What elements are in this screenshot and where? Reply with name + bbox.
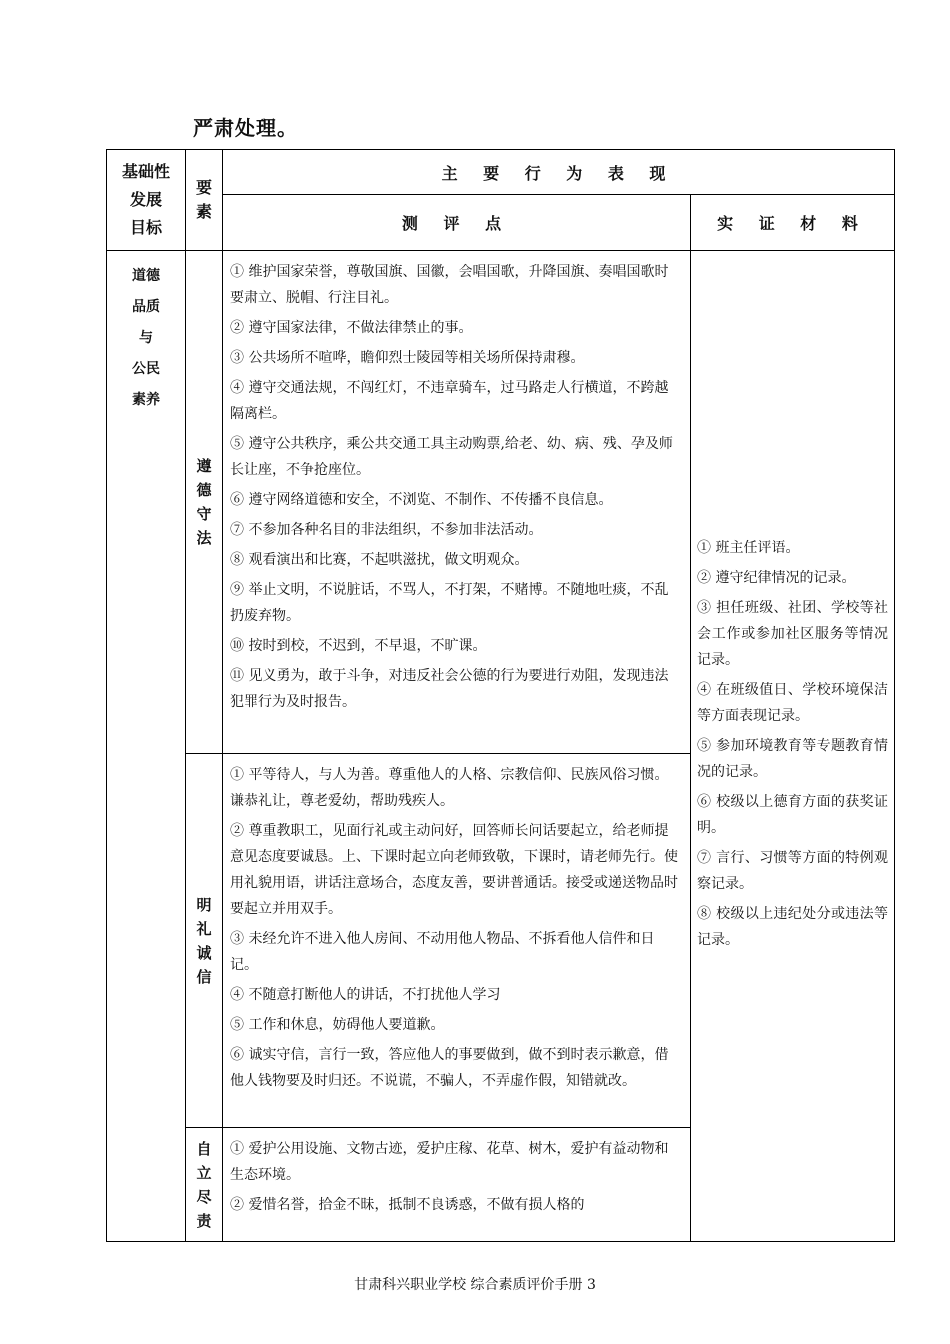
point-item: ④ 遵守交通法规，不闯红灯，不违章骑车，过马路走人行横道，不跨越隔离栏。: [230, 380, 669, 422]
point-item: ⑧ 观看演出和比赛，不起哄滋扰，做文明观众。: [230, 552, 529, 568]
element-cell-courtesy: [186, 754, 223, 1128]
evidence-item: ⑧ 校级以上违纪处分或违法等记录。: [697, 906, 889, 948]
points-cell-law: [223, 251, 691, 754]
header-goal-line: 目标: [129, 218, 162, 237]
element-char: 诚: [196, 943, 212, 962]
point-item: ⑥ 诚实守信，言行一致，答应他人的事要做到，做不到时表示歉意，借他人钱物要及时归还。不说谎，不骗人，不弄虚作假，知错就改。: [230, 1047, 669, 1089]
goal-line: 品质: [132, 299, 160, 315]
point-item: ⑩ 按时到校，不迟到，不早退，不旷课。: [230, 638, 487, 654]
lead-text: 严肃处理。: [193, 116, 298, 140]
point-item: ④ 不随意打断他人的讲话，不打扰他人学习: [230, 987, 501, 1003]
goal-line: 道德: [132, 268, 160, 284]
element-char: 德: [196, 481, 212, 499]
evidence-item: ⑦ 言行、习惯等方面的特例观察记录。: [697, 850, 889, 892]
element-char: 遵: [196, 457, 212, 475]
point-item: ① 爱护公用设施、文物古迹，爱护庄稼、花草、树木，爱护有益动物和生态环境。: [230, 1141, 669, 1183]
points-cell-courtesy: [223, 754, 691, 1128]
element-char: 自: [196, 1139, 212, 1158]
element-char: 明: [196, 895, 212, 914]
point-item: ⑦ 不参加各种名目的非法组织，不参加非法活动。: [230, 522, 543, 538]
header-goal: [107, 150, 186, 251]
element-char: 礼: [196, 919, 212, 938]
element-char: 信: [196, 967, 212, 986]
point-item: ⑪ 见义勇为，敢于斗争，对违反社会公德的行为要进行劝阻，发现违法犯罪行为及时报告。: [230, 668, 669, 710]
header-evidence-title: 实 证 材 料: [691, 195, 895, 251]
evidence-item: ⑤ 参加环境教育等专题教育情况的记录。: [697, 738, 889, 780]
evidence-item: ② 遵守纪律情况的记录。: [697, 570, 856, 586]
header-element-char: 要: [195, 178, 212, 197]
page-footer: 甘肃科兴职业学校 综合素质评价手册 3: [354, 1277, 596, 1293]
goal-line: 素养: [132, 392, 160, 408]
point-item: ③ 未经允许不进入他人房间、不动用他人物品、不拆看他人信件和日记。: [230, 931, 655, 973]
evaluation-table: [106, 149, 895, 1242]
evidence-cell: [691, 251, 895, 1242]
element-cell-responsibility: [186, 1128, 223, 1242]
point-item: ① 维护国家荣誉，尊敬国旗、国徽，会唱国歌，升降国旗、奏唱国歌时要肃立、脱帽、行注目礼。: [230, 264, 669, 306]
point-item: ① 平等待人，与人为善。尊重他人的人格、宗教信仰、民族风俗习惯。谦恭礼让，尊老爱幼，帮助残疾人。: [230, 767, 669, 809]
point-item: ② 尊重教职工，见面行礼或主动问好，回答师长问话要起立，给老师提意见态度要诚恳。上、下课时起立向老师致敬，下课时，请老师先行。使用礼貌用语，讲话注意场合，态度友善，要讲普通话。接受或递送物品时要起立并用双手。: [230, 823, 678, 917]
header-main-title: 主 要 行 为 表 现: [223, 150, 895, 195]
element-char: 守: [196, 505, 212, 523]
header-goal-line: 发展: [129, 190, 162, 209]
point-item: ⑤ 遵守公共秩序，乘公共交通工具主动购票,给老、幼、病、残、孕及师长让座，不争抢座位。: [230, 436, 673, 478]
points-cell-responsibility: [223, 1128, 691, 1242]
evidence-item: ③ 担任班级、社团、学校等社会工作或参加社区服务等情况记录。: [697, 600, 889, 668]
header-points-title: 测 评 点: [223, 195, 691, 251]
header-goal-line: 基础性: [121, 162, 170, 181]
point-item: ② 遵守国家法律，不做法律禁止的事。: [230, 320, 473, 336]
element-char: 责: [196, 1211, 212, 1230]
point-item: ⑥ 遵守网络道德和安全，不浏览、不制作、不传播不良信息。: [230, 492, 613, 508]
element-cell-law: [186, 251, 223, 754]
evidence-item: ⑥ 校级以上德育方面的获奖证明。: [697, 794, 889, 836]
element-char: 法: [196, 529, 212, 547]
element-char: 立: [196, 1163, 212, 1182]
point-item: ⑨ 举止文明，不说脏话，不骂人，不打架，不赌博。不随地吐痰，不乱扔废弃物。: [230, 582, 669, 624]
header-element-char: 素: [195, 202, 212, 221]
point-item: ⑤ 工作和休息，妨碍他人要道歉。: [230, 1017, 445, 1033]
header-element: [186, 150, 223, 251]
element-char: 尽: [196, 1187, 212, 1206]
point-item: ③ 公共场所不喧哗，瞻仰烈士陵园等相关场所保持肃穆。: [230, 350, 585, 366]
goal-line: 公民: [132, 361, 160, 377]
goal-cell: [107, 251, 186, 1242]
evidence-item: ④ 在班级值日、学校环境保洁等方面表现记录。: [697, 682, 889, 724]
goal-line: 与: [139, 330, 153, 346]
evidence-item: ① 班主任评语。: [697, 540, 800, 556]
point-item: ② 爱惜名誉，拾金不昧，抵制不良诱惑，不做有损人格的: [230, 1197, 585, 1213]
